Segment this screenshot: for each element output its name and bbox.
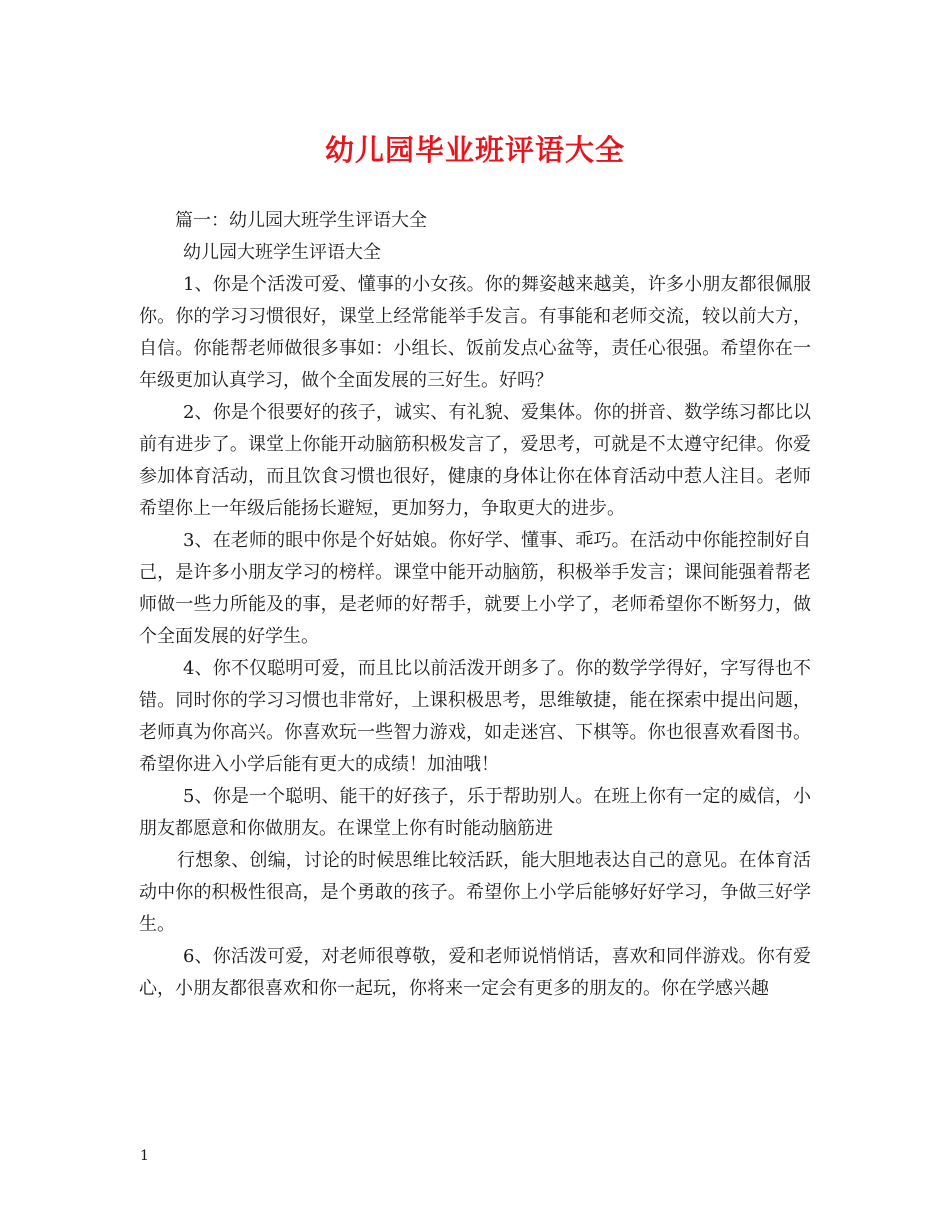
paragraph-1: 1、你是个活泼可爱、懂事的小女孩。你的舞姿越来越美，许多小朋友都很佩服你。你的学习习惯很好，课堂上经常能举手发言。有事能和老师交流，较以前大方，自信。你能帮老师做很多事如：小组长、饭前发点心盆等，责任心很强。希望你在一年级更加认真学习，做个全面发展的三好生。好吗？ — [139, 274, 811, 391]
document-title: 幼儿园毕业班评语大全 — [324, 133, 625, 167]
section-heading: 篇一：幼儿园大班学生评语大全 — [175, 210, 427, 231]
paragraph-4: 4、你不仅聪明可爱，而且比以前活泼开朗多了。你的数学学得好，字写得也不错。同时你的学习习惯也非常好，上课积极思考，思维敏捷，能在探索中提出问题，老师真为你高兴。你喜欢玩一些智力游戏，如走迷宫、下棋等。你也很喜欢看图书。希望你进入小学后能有更大的成绩！加油哦！ — [139, 658, 811, 775]
paragraph-3: 3、在老师的眼中你是个好姑娘。你好学、懂事、乖巧。在活动中你能控制好自己，是许多小朋友学习的榜样。课堂中能开动脑筋，积极举手发言；课间能强着帮老师做一些力所能及的事，是老师的好帮手，就要上小学了，老师希望你不断努力，做个全面发展的好学生。 — [139, 530, 811, 647]
document-body — [139, 205, 811, 1005]
page-number: 1 — [140, 1148, 149, 1164]
paragraph-5: 5、你是一个聪明、能干的好孩子，乐于帮助别人。在班上你有一定的威信，小朋友都愿意和你做朋友。在课堂上你有时能动脑筋进 — [139, 786, 811, 839]
section-subtitle: 幼儿园大班学生评语大全 — [183, 242, 381, 263]
paragraph-2: 2、你是个很要好的孩子，诚实、有礼貌、爱集体。你的拼音、数学练习都比以前有进步了。课堂上你能开动脑筋积极发言了，爱思考，可就是不太遵守纪律。你爱参加体育活动，而且饮食习惯也很好，健康的身体让你在体育活动中惹人注目。老师希望你上一年级后能扬长避短，更加努力，争取更大的进步。 — [139, 402, 811, 519]
paragraph-6: 6、你活泼可爱，对老师很尊敬，爱和老师说悄悄话，喜欢和同伴游戏。你有爱心，小朋友都很喜欢和你一起玩，你将来一定会有更多的朋友的。你在学感兴趣 — [139, 946, 811, 999]
paragraph-5-continued: 行想象、创编，讨论的时候思维比较活跃，能大胆地表达自己的意见。在体育活动中你的积极性很高，是个勇敢的孩子。希望你上小学后能够好好学习，争做三好学生。 — [139, 850, 811, 935]
